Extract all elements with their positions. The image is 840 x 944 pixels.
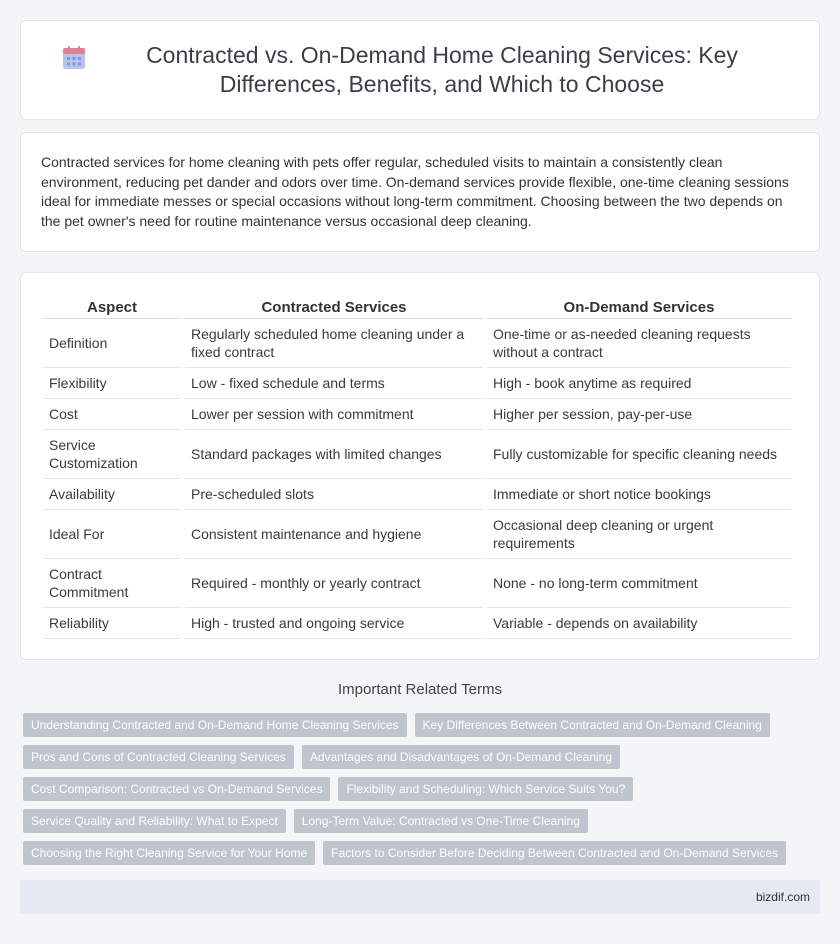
cell-aspect: Contract Commitment (43, 559, 181, 608)
cell-on-demand: High - book anytime as required (487, 368, 791, 399)
table-row (43, 479, 791, 510)
cell-on-demand: Immediate or short notice bookings (487, 479, 791, 510)
header-aspect: Aspect (43, 295, 181, 319)
cell-aspect: Availability (43, 479, 181, 510)
tag-row (23, 777, 823, 801)
related-term-link[interactable]: Pros and Cons of Contracted Cleaning Services (23, 745, 294, 769)
related-term-link[interactable]: Cost Comparison: Contracted vs On-Demand Services (23, 777, 330, 801)
table-row (43, 368, 791, 399)
cell-on-demand: Occasional deep cleaning or urgent requirements (487, 510, 791, 559)
tag-row (23, 809, 823, 833)
cell-contracted: Low - fixed schedule and terms (185, 368, 483, 399)
cell-aspect: Service Customization (43, 430, 181, 479)
related-term-link[interactable]: Key Differences Between Contracted and On-Demand Cleaning (415, 713, 770, 737)
related-term-link[interactable]: Service Quality and Reliability: What to Expect (23, 809, 286, 833)
table-row (43, 319, 791, 368)
table-row (43, 559, 791, 608)
cell-on-demand: One-time or as-needed cleaning requests without a contract (487, 319, 791, 368)
cell-on-demand: Higher per session, pay-per-use (487, 399, 791, 430)
related-term-link[interactable]: Understanding Contracted and On-Demand Home Cleaning Services (23, 713, 407, 737)
cell-contracted: Consistent maintenance and hygiene (185, 510, 483, 559)
header-on-demand: On-Demand Services (487, 295, 791, 319)
footer-site-link[interactable]: bizdif.com (755, 890, 810, 904)
cell-aspect: Reliability (43, 608, 181, 639)
tag-row (23, 713, 823, 737)
header-contracted: Contracted Services (185, 295, 483, 319)
cell-aspect: Ideal For (43, 510, 181, 559)
comparison-card (20, 272, 820, 660)
cell-contracted: Lower per session with commitment (185, 399, 483, 430)
cell-aspect: Cost (43, 399, 181, 430)
cell-on-demand: Variable - depends on availability (487, 608, 791, 639)
tag-row (23, 841, 823, 865)
cell-contracted: Regularly scheduled home cleaning under a fixed contract (185, 319, 483, 368)
related-terms-list (23, 713, 823, 873)
table-row (43, 608, 791, 639)
tag-row (23, 745, 823, 769)
table-row (43, 510, 791, 559)
cell-contracted: High - trusted and ongoing service (185, 608, 483, 639)
cell-aspect: Flexibility (43, 368, 181, 399)
related-terms-title: Important Related Terms (338, 681, 502, 698)
cell-contracted: Required - monthly or yearly contract (185, 559, 483, 608)
intro-paragraph: Contracted services for home cleaning with pets offer regular, scheduled visits to maintain a consistently clean environment, reducing pet dander and odors over time. On-demand services provide flexible, one-time cleaning sessions ideal for immediate messes or special occasions without long-term commitment. Choosing between the two depends on the pet owner's need for routine maintenance versus occasional deep cleaning. (41, 154, 789, 229)
related-term-link[interactable]: Advantages and Disadvantages of On-Demand Cleaning (302, 745, 620, 769)
cell-aspect: Definition (43, 319, 181, 368)
comparison-table (39, 295, 795, 639)
calendar-icon (61, 45, 87, 71)
related-term-link[interactable]: Long-Term Value: Contracted vs One-Time Cleaning (294, 809, 588, 833)
cell-on-demand: Fully customizable for specific cleaning needs (487, 430, 791, 479)
intro-card (20, 132, 820, 252)
related-term-link[interactable]: Choosing the Right Cleaning Service for Your Home (23, 841, 315, 865)
title-card (20, 20, 820, 120)
table-row (43, 430, 791, 479)
title-wrap (61, 41, 779, 99)
footer (20, 880, 820, 914)
table-row (43, 399, 791, 430)
related-term-link[interactable]: Flexibility and Scheduling: Which Service Suits You? (338, 777, 633, 801)
related-term-link[interactable]: Factors to Consider Before Deciding Between Contracted and On-Demand Services (323, 841, 786, 865)
cell-on-demand: None - no long-term commitment (487, 559, 791, 608)
page-title: Contracted vs. On-Demand Home Cleaning Services: Key Differences, Benefits, and Which to Choose (146, 42, 738, 97)
table-header-row (43, 295, 791, 319)
cell-contracted: Pre-scheduled slots (185, 479, 483, 510)
cell-contracted: Standard packages with limited changes (185, 430, 483, 479)
